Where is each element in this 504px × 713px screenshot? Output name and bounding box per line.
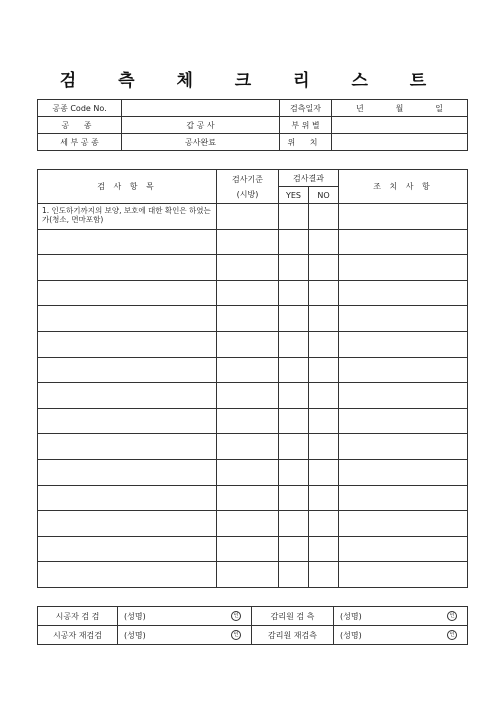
detail-work-value[interactable]: 공사완료: [122, 134, 280, 151]
check-yes-cell[interactable]: [279, 562, 309, 588]
table-row: [38, 408, 468, 434]
table-row: [38, 562, 468, 588]
table-row: [38, 383, 468, 409]
check-item-cell[interactable]: [38, 306, 217, 332]
header-yes: YES: [279, 187, 309, 204]
table-row: [38, 357, 468, 383]
signature-row-first: [38, 607, 468, 626]
check-standard-cell[interactable]: [217, 511, 279, 537]
check-standard-cell[interactable]: [217, 459, 279, 485]
contractor-reinspection-label: 시공자 재검검: [38, 626, 118, 645]
check-standard-cell[interactable]: [217, 485, 279, 511]
check-action-cell[interactable]: [339, 562, 468, 588]
check-item-cell[interactable]: [38, 383, 217, 409]
header-standard-label: 검사기준: [232, 174, 263, 184]
table-row: [38, 255, 468, 281]
check-action-cell[interactable]: [339, 408, 468, 434]
check-yes-cell[interactable]: [279, 357, 309, 383]
check-standard-cell[interactable]: [217, 255, 279, 281]
header-result: 검사결과: [279, 170, 339, 187]
table-row: [38, 511, 468, 537]
check-yes-cell[interactable]: [279, 331, 309, 357]
check-action-cell[interactable]: [339, 511, 468, 537]
check-item-cell[interactable]: [38, 229, 217, 255]
check-no-cell[interactable]: [309, 306, 339, 332]
checklist-header-row: [38, 170, 468, 187]
check-yes-cell[interactable]: [279, 383, 309, 409]
detail-work-label: 세 부 공 종: [38, 134, 122, 151]
check-item-cell[interactable]: [38, 255, 217, 281]
contractor-inspection-name: (성명): [124, 611, 146, 621]
contractor-reinspection-name: (성명): [124, 630, 146, 640]
check-action-cell[interactable]: [339, 383, 468, 409]
check-action-cell[interactable]: [339, 536, 468, 562]
check-action-cell[interactable]: [339, 459, 468, 485]
info-row-code: [38, 100, 468, 117]
supervisor-inspection-label: 감리원 검 측: [252, 607, 334, 626]
check-yes-cell[interactable]: [279, 511, 309, 537]
check-no-cell[interactable]: [309, 511, 339, 537]
supervisor-inspection-name: (성명): [340, 611, 362, 621]
check-standard-cell[interactable]: [217, 204, 279, 230]
supervisor-reinspection-name: (성명): [340, 630, 362, 640]
check-no-cell[interactable]: [309, 562, 339, 588]
check-no-cell[interactable]: [309, 331, 339, 357]
header-standard: [217, 170, 279, 204]
check-no-cell[interactable]: [309, 459, 339, 485]
check-yes-cell[interactable]: [279, 306, 309, 332]
inspection-date-label: 검측일자: [280, 100, 332, 117]
check-no-cell[interactable]: [309, 229, 339, 255]
check-standard-cell[interactable]: [217, 383, 279, 409]
check-item-cell[interactable]: [38, 280, 217, 306]
header-action: 조 치 사 항: [339, 170, 468, 204]
check-no-cell[interactable]: [309, 255, 339, 281]
contractor-inspection-sign[interactable]: [118, 607, 252, 626]
check-no-cell[interactable]: [309, 434, 339, 460]
check-yes-cell[interactable]: [279, 485, 309, 511]
table-row: [38, 331, 468, 357]
check-action-cell[interactable]: [339, 357, 468, 383]
table-row: [38, 536, 468, 562]
info-row-detail: [38, 134, 468, 151]
check-standard-cell[interactable]: [217, 306, 279, 332]
check-standard-cell[interactable]: [217, 229, 279, 255]
date-day: 일: [435, 103, 443, 113]
check-standard-cell[interactable]: [217, 408, 279, 434]
code-value[interactable]: [122, 100, 280, 117]
header-standard-sub: (시방): [236, 189, 259, 199]
contractor-inspection-label: 시공자 검 검: [38, 607, 118, 626]
check-yes-cell[interactable]: [279, 280, 309, 306]
check-no-cell[interactable]: [309, 536, 339, 562]
header-item: 검 사 항 목: [38, 170, 217, 204]
check-action-cell[interactable]: [339, 255, 468, 281]
location-value[interactable]: [332, 134, 468, 151]
check-yes-cell[interactable]: [279, 255, 309, 281]
section-label: 부 위 별: [280, 117, 332, 134]
checklist-table: [37, 169, 468, 588]
check-no-cell[interactable]: [309, 485, 339, 511]
location-label: 위 치: [280, 134, 332, 151]
supervisor-inspection-sign[interactable]: [334, 607, 468, 626]
check-standard-cell[interactable]: [217, 562, 279, 588]
check-item-cell[interactable]: 1. 인도하기까지의 보양, 보호에 대한 확인은 하였는가(청소, 면마포함): [38, 204, 217, 230]
seal-icon: 인: [447, 630, 457, 640]
work-type-label: 공 종: [38, 117, 122, 134]
header-no: NO: [309, 187, 339, 204]
supervisor-reinspection-label: 감리원 재검측: [252, 626, 334, 645]
check-yes-cell[interactable]: [279, 408, 309, 434]
check-item-cell[interactable]: [38, 408, 217, 434]
check-yes-cell[interactable]: [279, 536, 309, 562]
table-row: [38, 306, 468, 332]
check-standard-cell[interactable]: [217, 434, 279, 460]
check-item-cell[interactable]: [38, 536, 217, 562]
seal-icon: 인: [447, 611, 457, 621]
seal-icon: 인: [231, 611, 241, 621]
check-standard-cell[interactable]: [217, 536, 279, 562]
check-no-cell[interactable]: [309, 280, 339, 306]
check-standard-cell[interactable]: [217, 280, 279, 306]
check-no-cell[interactable]: [309, 383, 339, 409]
date-year: 년: [355, 103, 364, 113]
check-yes-cell[interactable]: [279, 204, 309, 230]
check-yes-cell[interactable]: [279, 459, 309, 485]
check-action-cell[interactable]: [339, 229, 468, 255]
table-row: [38, 229, 468, 255]
inspection-date-value[interactable]: [332, 100, 468, 117]
check-item-cell[interactable]: [38, 485, 217, 511]
code-label: 공종 Code No.: [38, 100, 122, 117]
check-item-cell[interactable]: [38, 434, 217, 460]
info-table: [37, 99, 468, 151]
check-action-cell[interactable]: [339, 306, 468, 332]
check-action-cell[interactable]: [339, 331, 468, 357]
check-item-cell[interactable]: [38, 459, 217, 485]
check-action-cell[interactable]: [339, 280, 468, 306]
checklist-body: [38, 204, 468, 588]
check-yes-cell[interactable]: [279, 434, 309, 460]
signature-row-second: [38, 626, 468, 645]
section-value[interactable]: [332, 117, 468, 134]
check-action-cell[interactable]: [339, 485, 468, 511]
check-action-cell[interactable]: [339, 434, 468, 460]
check-standard-cell[interactable]: [217, 357, 279, 383]
supervisor-reinspection-sign[interactable]: [334, 626, 468, 645]
check-action-cell[interactable]: [339, 204, 468, 230]
table-row: [38, 434, 468, 460]
table-row: [38, 204, 468, 230]
work-type-value[interactable]: 갑 공 사: [122, 117, 280, 134]
check-item-cell[interactable]: [38, 357, 217, 383]
check-no-cell[interactable]: [309, 204, 339, 230]
seal-icon: 인: [231, 630, 241, 640]
table-row: [38, 459, 468, 485]
contractor-reinspection-sign[interactable]: [118, 626, 252, 645]
check-yes-cell[interactable]: [279, 229, 309, 255]
check-no-cell[interactable]: [309, 357, 339, 383]
table-row: [38, 280, 468, 306]
check-standard-cell[interactable]: [217, 331, 279, 357]
info-row-work-type: [38, 117, 468, 134]
date-month: 월: [395, 103, 404, 113]
check-item-cell[interactable]: [38, 331, 217, 357]
check-item-cell[interactable]: [38, 511, 217, 537]
check-item-cell[interactable]: [38, 562, 217, 588]
table-row: [38, 485, 468, 511]
page-title: 검 측 체 크 리 스 트: [59, 71, 445, 91]
check-no-cell[interactable]: [309, 408, 339, 434]
signature-table: [37, 606, 468, 645]
